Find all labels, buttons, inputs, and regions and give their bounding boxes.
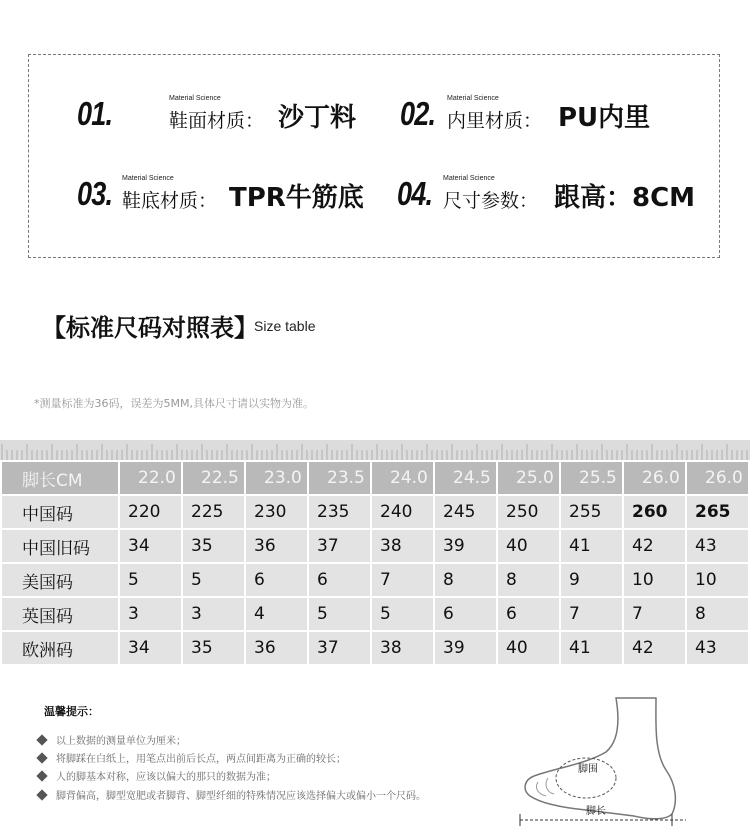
size-cell: 7 xyxy=(624,598,685,630)
size-cell: 5 xyxy=(372,598,433,630)
size-table xyxy=(0,460,750,666)
header-foot-length-cell: 26.0 xyxy=(687,462,748,494)
size-cell: 36 xyxy=(246,632,307,664)
size-cell: 245 xyxy=(435,496,496,528)
item-label: 鞋面材质： xyxy=(169,110,265,132)
size-cell: 240 xyxy=(372,496,433,528)
item-number: 04. xyxy=(397,175,433,212)
size-cell: 230 xyxy=(246,496,307,528)
measurement-note: *测量标准为36码，误差为5MM,具体尺寸请以实物为准。 xyxy=(34,397,314,410)
size-cell: 42 xyxy=(624,632,685,664)
size-table-title: 【标准尺码对照表】 xyxy=(42,314,258,342)
row-label: 英国码 xyxy=(2,598,118,630)
material-spec-box xyxy=(28,54,720,258)
item-value: TPR牛筋底 xyxy=(229,183,364,213)
header-foot-length-cell: 26.0 xyxy=(624,462,685,494)
material-item-lining xyxy=(400,95,700,135)
item-number: 01. xyxy=(77,95,113,132)
header-foot-length-cell: 25.0 xyxy=(498,462,559,494)
diamond-bullet-icon xyxy=(36,789,47,800)
size-cell: 35 xyxy=(183,632,244,664)
tip-item: 脚背偏高，脚型宽肥或者脚背、脚型纤细的特殊情况应该选择偏大或偏小一个尺码。 xyxy=(38,790,426,804)
table-row xyxy=(2,496,748,528)
diamond-bullet-icon xyxy=(36,770,47,781)
row-label: 欧洲码 xyxy=(2,632,118,664)
header-foot-length-cell: 23.0 xyxy=(246,462,307,494)
item-number: 02. xyxy=(400,95,436,132)
size-table-title-en: Size table xyxy=(254,318,316,334)
size-cell: 235 xyxy=(309,496,370,528)
foot-measurement-diagram xyxy=(516,692,692,834)
item-label: 鞋底材质： xyxy=(122,190,218,212)
material-item-size-params xyxy=(397,175,717,215)
header-foot-length-cell: 24.0 xyxy=(372,462,433,494)
item-science-caption: Material Science xyxy=(443,175,495,182)
item-science-caption: Material Science xyxy=(122,175,174,182)
size-cell: 39 xyxy=(435,530,496,562)
size-cell: 10 xyxy=(624,564,685,596)
row-label: 中国码 xyxy=(2,496,118,528)
size-cell: 38 xyxy=(372,530,433,562)
table-header-row xyxy=(2,462,748,494)
size-cell: 34 xyxy=(120,530,181,562)
header-foot-length-label: 脚长CM xyxy=(2,462,118,494)
diamond-bullet-icon xyxy=(36,734,47,745)
item-science-caption: Material Science xyxy=(169,95,221,102)
item-label: 尺寸参数： xyxy=(443,190,539,212)
size-cell: 35 xyxy=(183,530,244,562)
size-cell: 43 xyxy=(687,632,748,664)
table-row xyxy=(2,530,748,562)
header-foot-length-cell: 22.0 xyxy=(120,462,181,494)
foot-girth-label: 脚围 xyxy=(578,764,598,775)
size-cell: 4 xyxy=(246,598,307,630)
diamond-bullet-icon xyxy=(36,752,47,763)
size-cell: 3 xyxy=(183,598,244,630)
size-cell: 220 xyxy=(120,496,181,528)
row-label: 中国旧码 xyxy=(2,530,118,562)
item-value: 跟高：8CM xyxy=(554,183,696,213)
size-cell: 260 xyxy=(624,496,685,528)
size-cell: 36 xyxy=(246,530,307,562)
size-cell: 6 xyxy=(309,564,370,596)
size-cell: 5 xyxy=(120,564,181,596)
size-cell: 37 xyxy=(309,632,370,664)
item-label: 内里材质： xyxy=(447,110,543,132)
material-item-sole xyxy=(77,175,397,215)
tip-item: 人的脚基本对称，应该以偏大的那只的数据为准； xyxy=(38,771,276,785)
header-foot-length-cell: 22.5 xyxy=(183,462,244,494)
size-cell: 5 xyxy=(309,598,370,630)
header-foot-length-cell: 24.5 xyxy=(435,462,496,494)
size-cell: 255 xyxy=(561,496,622,528)
item-science-caption: Material Science xyxy=(447,95,499,102)
header-foot-length-cell: 25.5 xyxy=(561,462,622,494)
size-cell: 7 xyxy=(372,564,433,596)
material-item-upper xyxy=(77,95,377,135)
table-row xyxy=(2,564,748,596)
table-row xyxy=(2,598,748,630)
item-number: 03. xyxy=(77,175,113,212)
size-cell: 37 xyxy=(309,530,370,562)
size-cell: 34 xyxy=(120,632,181,664)
size-cell: 9 xyxy=(561,564,622,596)
size-cell: 8 xyxy=(435,564,496,596)
size-cell: 40 xyxy=(498,632,559,664)
size-cell: 39 xyxy=(435,632,496,664)
size-cell: 8 xyxy=(687,598,748,630)
size-cell: 6 xyxy=(246,564,307,596)
size-cell: 38 xyxy=(372,632,433,664)
header-foot-length-cell: 23.5 xyxy=(309,462,370,494)
size-cell: 225 xyxy=(183,496,244,528)
size-cell: 43 xyxy=(687,530,748,562)
size-cell: 265 xyxy=(687,496,748,528)
table-row xyxy=(2,632,748,664)
size-cell: 41 xyxy=(561,530,622,562)
tips-title: 温馨提示： xyxy=(44,705,99,718)
row-label: 美国码 xyxy=(2,564,118,596)
item-value: 沙丁料 xyxy=(278,103,357,133)
size-cell: 42 xyxy=(624,530,685,562)
size-cell: 250 xyxy=(498,496,559,528)
size-cell: 6 xyxy=(435,598,496,630)
size-cell: 5 xyxy=(183,564,244,596)
ruler-decoration xyxy=(0,440,750,460)
size-cell: 10 xyxy=(687,564,748,596)
item-value: PU内里 xyxy=(558,103,651,133)
foot-length-label: 脚长 xyxy=(586,806,606,817)
size-cell: 40 xyxy=(498,530,559,562)
tip-item: 以上数据的测量单位为厘米； xyxy=(38,735,186,749)
size-cell: 41 xyxy=(561,632,622,664)
size-cell: 6 xyxy=(498,598,559,630)
tip-item: 将脚踩在白纸上，用笔点出前后长点，两点间距离为正确的较长； xyxy=(38,753,346,767)
size-cell: 7 xyxy=(561,598,622,630)
size-cell: 8 xyxy=(498,564,559,596)
size-cell: 3 xyxy=(120,598,181,630)
